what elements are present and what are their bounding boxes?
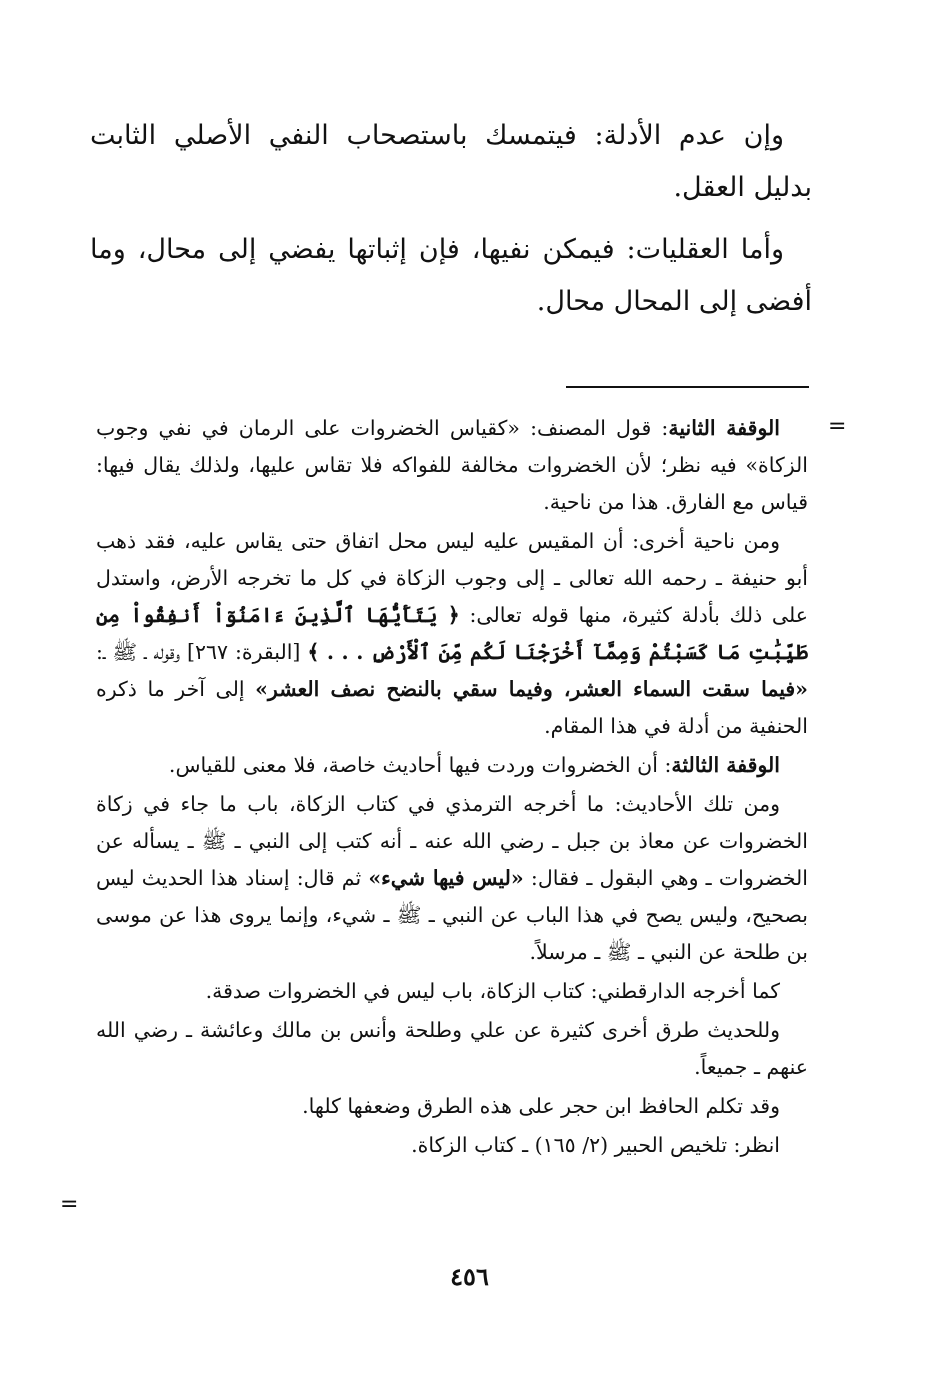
footnote-paragraph (96, 410, 808, 521)
continuation-mark-bottom: = (60, 1192, 79, 1217)
main-paragraph: وأما العقليات: فيمكن نفيها، فإن إثباتها يفضي إلى محال، وما أفضى إلى المحال محال. (90, 234, 812, 317)
footnote-paragraph: كما أخرجه الدارقطني: كتاب الزكاة، باب ليس في الخضروات صدقة. (205, 979, 780, 1003)
footnote-text: ومن تلك الأحاديث: ما أخرجه الترمذي في كتاب الزكاة، باب ما جاء في زكاة الخضروات عن معاذ بن جبل ـ رضي الله عنه ـ أنه كتب إلى النبي ـ ﷺ ـ يسأله عن الخضروات ـ وهي البقول ـ فقال: (96, 792, 808, 890)
footnote-paragraph: انظر: تلخيص الحبير (٢/ ١٦٥) ـ كتاب الزكاة. (411, 1133, 780, 1157)
main-paragraph: وإن عدم الأدلة: فيتمسك باستصحاب النفي الأصلي الثابت بدليل العقل. (90, 120, 812, 203)
footnote-text: ثم قال: إسناد هذا الحديث ليس بصحيح، وليس يصح في هذا الباب عن النبي ـ ﷺ ـ شيء، وإنما يروى هذا عن موسى بن طلحة عن النبي ـ ﷺ ـ مرسلاً. (96, 866, 808, 964)
footnote-paragraph: وقد تكلم الحافظ ابن حجر على هذه الطرق وضعفها كلها. (302, 1094, 780, 1118)
footnote-paragraph (96, 786, 808, 971)
footnote-paragraph: وللحديث طرق أخرى كثيرة عن علي وطلحة وأنس بن مالك وعائشة ـ رضي الله عنهم ـ جميعاً. (96, 1018, 808, 1079)
hadith-quote: «ليس فيها شيء» (368, 866, 524, 890)
hadith-quote: «فيما سقت السماء العشر، وفيما سقي بالنضح نصف العشر» (255, 677, 808, 701)
quran-verse: ﴿ يَتَأَيُّهَا ٱلَّذِينَ ءَامَنُوٓاْ أَنفِقُواْ مِن طَيِّبَٰتِ مَا كَسَبْتُمْ وَمِمَّآ أَخْرَجْنَا لَكُم مِّنَ ٱلْأَرْضِ . . . ﴾ (96, 603, 808, 664)
footnote-text: ومن ناحية أخرى: أن المقيس عليه ليس محل اتفاق حتى يقاس عليه، فقد ذهب أبو حنيفة ـ رحمه الله تعالى ـ إلى وجوب الزكاة في كل ما تخرجه الأرض، واستدل على ذلك بأدلة كثيرة، منها قوله تعالى: (96, 529, 808, 627)
page-number: ٤٥٦ (450, 1262, 489, 1291)
footnote-separator (566, 386, 809, 388)
footnote-text: [البقرة: ٢٦٧] وقوله ـ ﷺ ـ: (96, 640, 308, 664)
footnote-paragraph (96, 747, 808, 784)
footnote-label: الوقفة الثالثة (671, 753, 780, 777)
footnote-text: : قول المصنف: «كقياس الخضروات على الرمان في نفي وجوب الزكاة» فيه نظر؛ لأن الخضروات مخالفة للفواكه فلا تقاس عليها، ولذلك يقال فيها: قياس مع الفارق. هذا من ناحية. (96, 416, 808, 514)
footnotes (96, 410, 808, 1166)
continuation-mark-top: = (828, 414, 847, 439)
footnote-text: : أن الخضروات وردت فيها أحاديث خاصة، فلا معنى للقياس. (168, 753, 672, 777)
main-text (90, 110, 812, 338)
footnote-text: إلى آخر ما ذكره الحنفية من أدلة في هذا المقام. (96, 677, 808, 738)
footnote-label: الوقفة الثانية (668, 416, 780, 440)
footnote-paragraph (96, 523, 808, 745)
